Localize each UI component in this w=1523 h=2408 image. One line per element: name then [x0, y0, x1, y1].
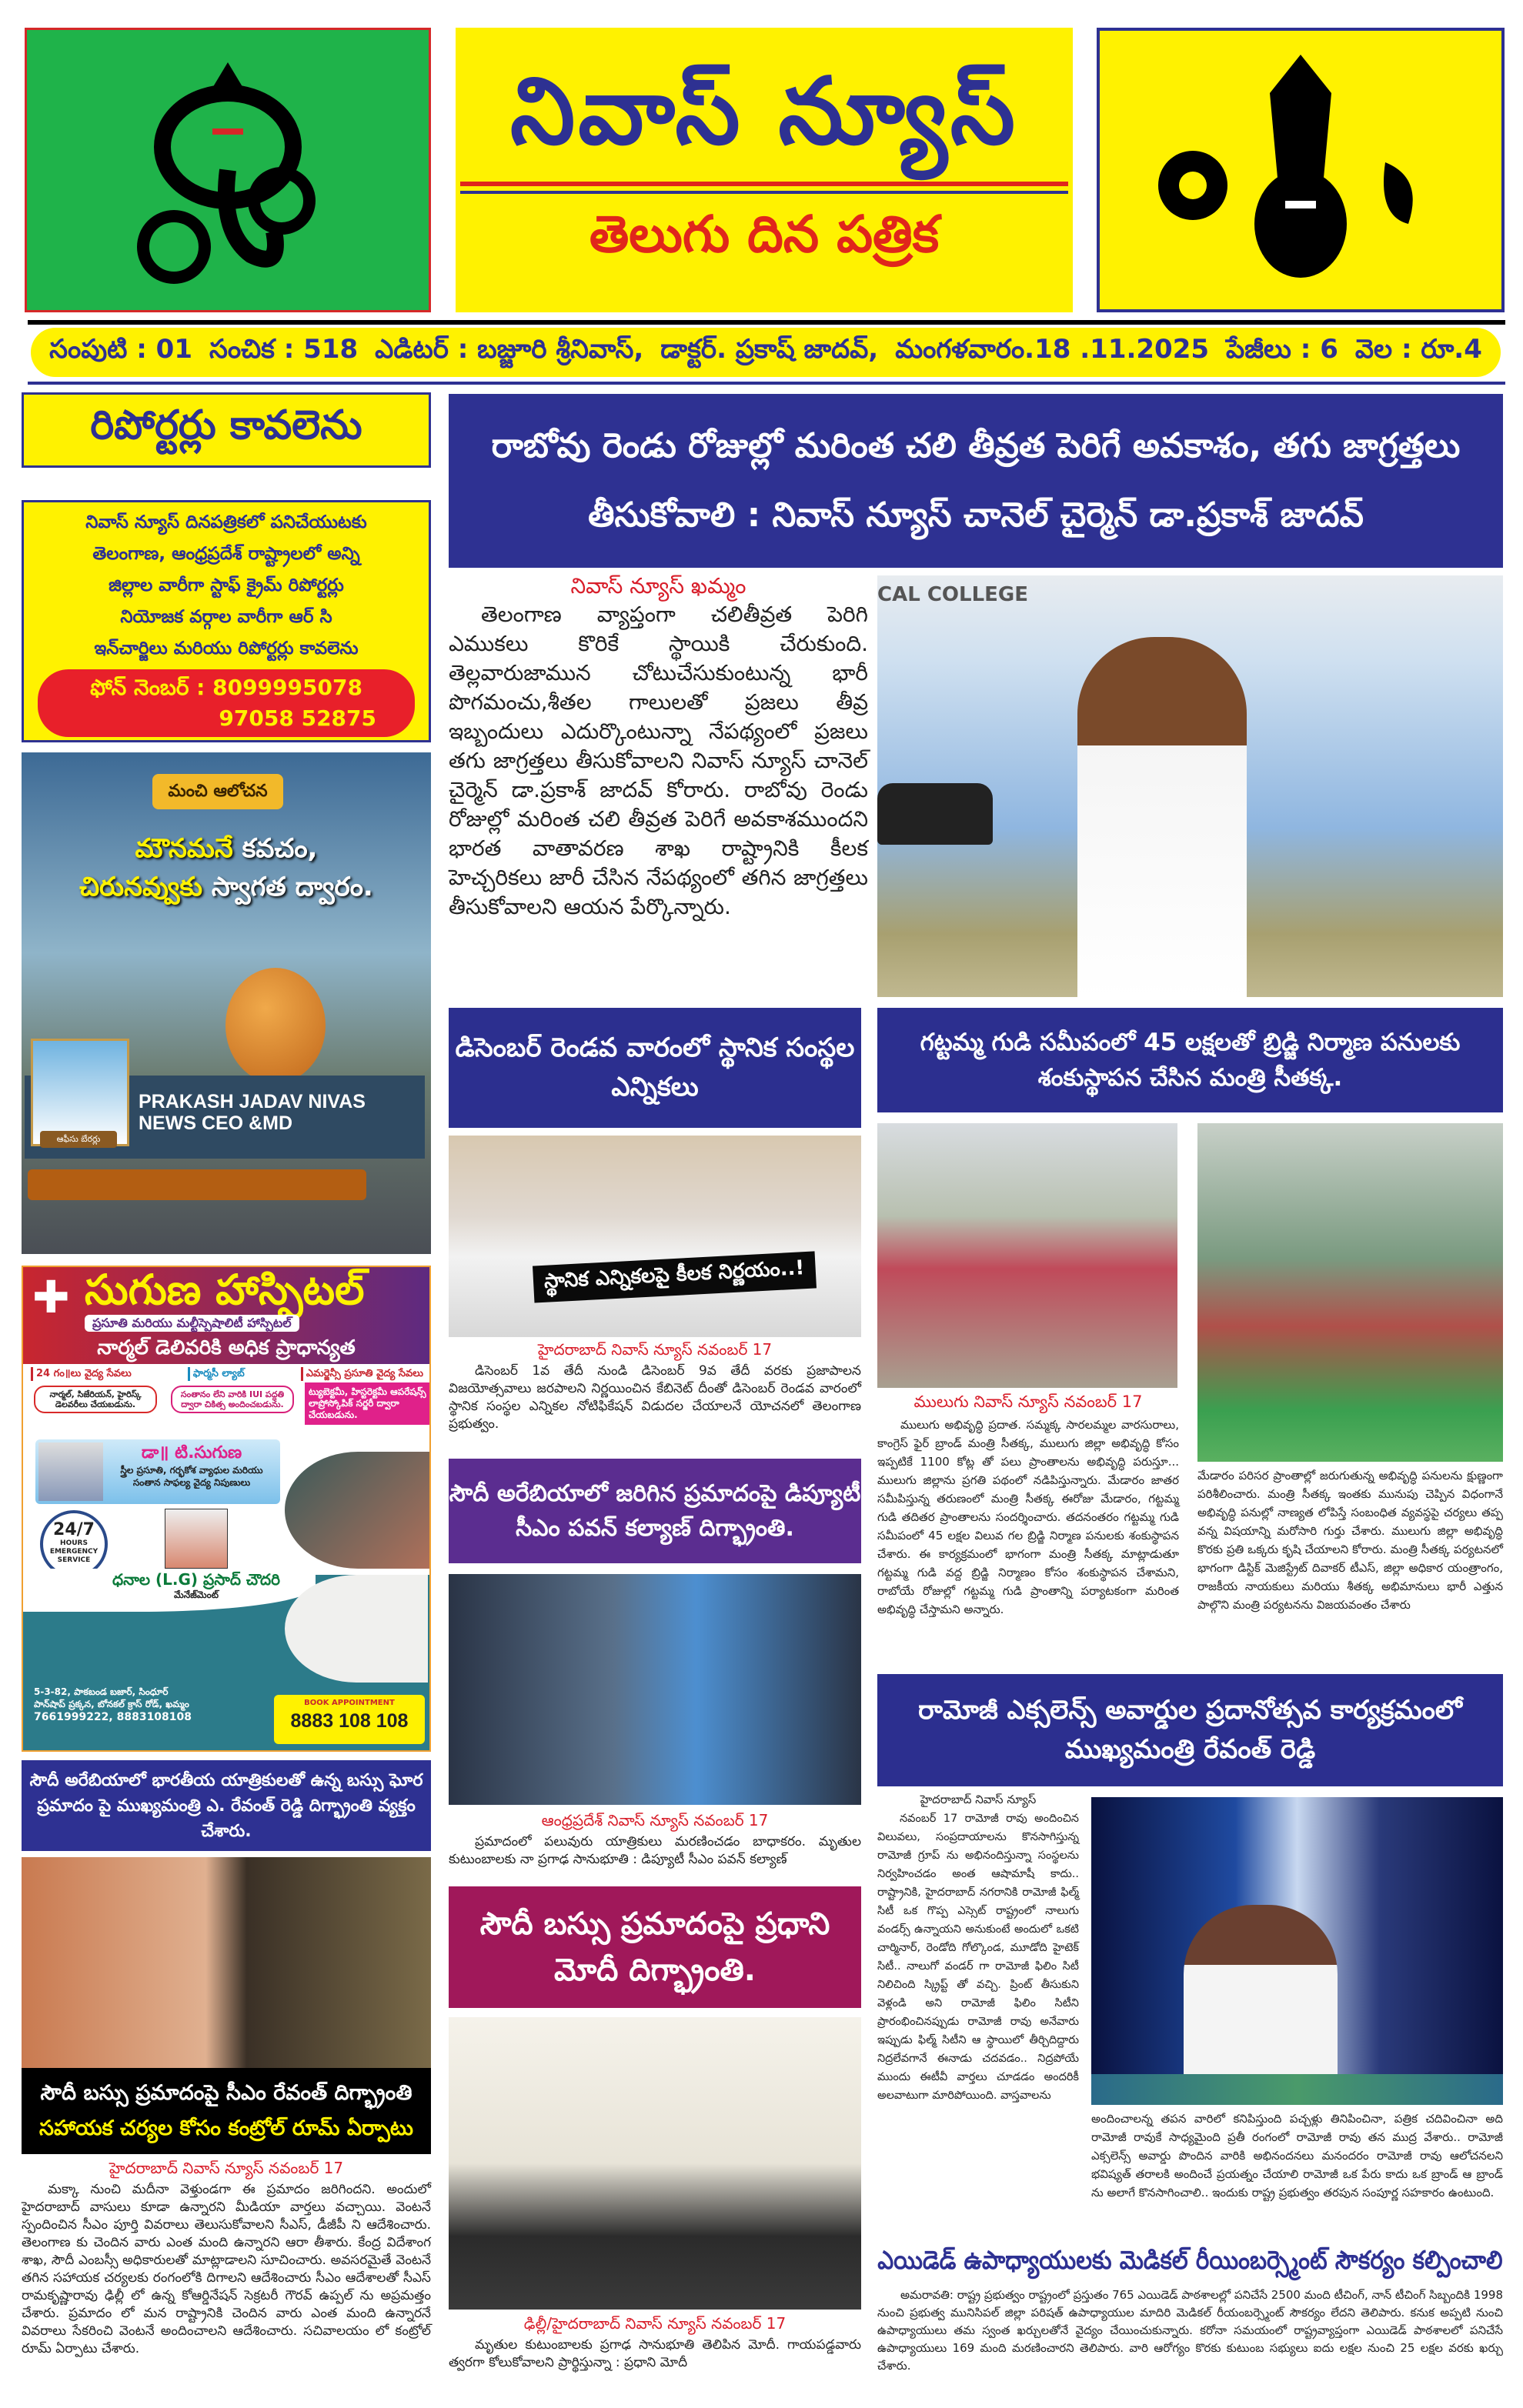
date: మంగళవారం.18 .11.2025 [895, 334, 1210, 365]
hospital-ad: ✚ సుగుణ హాస్పిటల్ ప్రసూతి మరియు మల్టీస్పెషాలిటీ హాస్పిటల్ నార్మల్ డెలివరికి అధిక ప్రాధాన్యత 24 గం॥లు వైద్య సేవలు ఫార్మసీ ల్యాబ్ ఎమర్జెన్సీ ప్రసూతి వైద్య సేవలు నార్మల్, సిజేరియన్, హైరిస్క్ డెలవరీలు చేయబడును. సంతానం లేని వారికి IUI పద్ధతి ద్వారా చికిత్స అందించబడును. ట్యుబెక్టమీ, హిస్టరెక్టమీ ఆపరేషన్స్ లాప్రోస్కోపిక్ సర్జరీ ద్వారా చేయబడును. డా॥ టి.సుగుణ స్త్రీల ప్రసూతి, గర్భకోశ వ్యాధుల మరియు సంతాన సాఫల్య వైద్య నిపుణులు 24/7 HOURS EMERGENCY SERVICE ధనాల (L.G) ప్రసాద్ చౌదరి మేనేజ్‌మెంట్ 5-3-82, పాకబండ బజార్, సింధూర్ పాన్‌షాప్ ప్రక్కన, బోనకల్ క్రాస్ రోడ్, ఖమ్మం 7661999222, 8883108108 BOOK APPOINTMENT 8883 108 108 [22, 1266, 431, 1752]
ramoji-article-right: అందించాలన్న తపన వారిలో కనిపిస్తుంది పచ్చళ్లు తినిపించినా, పత్రిక చదివించినా అది రామోజీ రావుకే సాధ్యమైంది ప్రతీ రంగంలో రామోజీ రావు తన ముద్ర వేశారు.. రామోజీ ఎక్సలెన్స్ అవార్డు పొందిన వారికి అభినందనలు మనందరం రామోజీ రావు ఆలోచనలని భవిష్యత్ తరాలకి అందించే ప్రయత్నం చేయాలి రామోజీ ఒక పేరు కాదు ఒక బ్రాండ్ ఆ బ్రాండ్ ను అలాగే కొనసాగించాలి.. ఇందుకు రాష్ట్ర ప్రభుత్వం తరపున సంపూర్ణ సహకారం ఉంటుంది. [1091, 2112, 1503, 2200]
elections-photo: స్థానిక ఎన్నికలపై కీలక నిర్ణయం..! [449, 1136, 861, 1337]
divider [28, 320, 1505, 325]
reporters-ad: నివాస్ న్యూస్ దినపత్రికలో పనిచేయుటకు తెలంగాణ, ఆంధ్రప్రదేశ్ రాష్ట్రాలలో అన్ని జిల్లాల వారీగా స్టాఫ్ క్రైమ్ రిపోర్టర్లు నియోజక వర్గాల వారీగా ఆర్ సి ఇన్‌చార్జిలు మరియు రిపోర్టర్లు కావలెను ఫోన్ నెంబర్ : 8099995078 97058 52875 [22, 500, 431, 742]
lead-photo: CAL COLLEGE [877, 575, 1503, 997]
ramoji-article-left: హైదరాబాద్ నివాస్ న్యూస్ నవంబర్ 17 రామోజీ రావు అందించిన విలువలు, సంప్రదాయాలను కొనసాగిస్తున్న రామోజీ గ్రూప్ ను అభినందిస్తున్నా సంస్థలను నిర్వహించడం అంత ఆషామాషీ కాదు.. రాష్ట్రానికి, హైదరాబాద్ నగరానికి రామోజీ ఫిల్మ్ సిటీ ఒక గొప్ప ఎస్సెట్ రాష్ట్రంలో నాలుగు వండర్స్ ఉన్నాయని అనుకుంటే అందులో ఒకటి చార్మినార్, రెండోది గోల్కొండ, మూడోది హైటెక్ సిటీ.. నాలుగో వండర్ గా రామోజీ ఫిలిం సిటీ నిలిచింది స్క్రిప్ట్ తో వచ్చి. ప్రింట్ తీసుకుని వెళ్లండి అని రామోజీ ఫిలిం సిటీని ప్రారంభించినప్పుడు రామోజీ రావు అనేవారు ఇప్పుడు ఫిల్మ్ సిటీని ఆ స్థాయిలో తీర్చిదిద్దారు నిద్రలేవగానే ఈనాడు చదవడం.. నిద్రపోయే ముందు ఈటీవీ వార్తలు చూడడం అందరికీ అలవాటుగా మారిపోయింది. వాస్తవాలను [877, 1793, 1079, 2102]
pawan-headline: సౌదీ అరేబియాలో జరిగిన ప్రమాదంపై డిప్యూటీ సీఎం పవన్ కల్యాణ్ దిగ్భ్రాంతి. [449, 1459, 861, 1563]
medical-cross-icon: ✚ [32, 1271, 70, 1323]
doctor: డాక్టర్. ప్రకాష్ జాదవ్, [660, 334, 879, 365]
modi-article: ఢిల్లీ/హైదరాబాద్ నివాస్ న్యూస్ నవంబర్ 17 మృతుల కుటుంబాలకు ప్రగాఢ సానుభూతి తెలిపిన మోదీ. గాయపడ్డవారు త్వరగా కోలుకోవాలని ప్రార్థిస్తున్నా : ప్రధాని మోదీ [449, 2314, 861, 2370]
aided-headline-box [877, 2237, 1503, 2283]
left-headline: సౌదీ అరేబియాలో భారతీయ యాత్రికులతో ఉన్న బస్సు ఘోర ప్రమాదం పై ముఖ్యమంత్రి ఎ. రేవంత్ రెడ్డి దిగ్భ్రాంతి వ్యక్తం చేశారు. [22, 1760, 431, 1851]
revanth-bus-photo: సౌదీ బస్సు ప్రమాదంపై సీఎం రేవంత్ దిగ్భ్రాంతి సహాయక చర్యల కోసం కంట్రోల్ రూమ్ ఏర్పాటు [22, 1857, 431, 2154]
smiley-egg-icon [225, 968, 326, 1083]
price: వెల : రూ.4 [1354, 334, 1482, 365]
ramoji-headline: రామోజీ ఎక్సలెన్స్ అవార్డుల ప్రదానోత్సవ కార్యక్రమంలో ముఖ్యమంత్రి రేవంత్ రెడ్డి [877, 1674, 1503, 1786]
volume: సంపుటి : 01 [49, 334, 192, 365]
newspaper-subtitle: తెలుగు దిన పత్రిక [589, 205, 940, 264]
ganesha-emblem-box [25, 28, 431, 312]
pawan-photo [449, 1574, 861, 1805]
aided-article: అమరావతి: రాష్ట్ర ప్రభుత్వం రాష్ట్రంలో ప్రస్తుతం 765 ఎయిడెడ్ పాఠశాలల్లో పనిచేసే 2500 మంది టీచింగ్, నాన్ టీచింగ్ సిబ్బందికి 1998 నుంచి ప్రభుత్వ మునిసిపల్ జిల్లా పరిషత్ ఉపాధ్యాయుల మాదిరి మెడికల్ రీయంబర్స్మెంట్ సౌకర్యం లేదని తెలిపారు. కనుక అప్పటి నుంచి ఉపాధ్యాయులు తమ స్వంత ఖర్చులతోనే వైద్యం చేయించుకున్నారు. కరోనా సమయంలో రాష్ట్రవ్యాప్తంగా ఎయిడెడ్ పాఠశాలలో పనిచేసే ఉపాధ్యాయులు 169 మంది మరణించారని తెలిపారు. వారి ఆరోగ్యం కొరకు కుటుంబ సభ్యులు ఐదు లక్షల నుంచి 25 లక్షల వరకు ఖర్చు చేశారు. [877, 2288, 1503, 2373]
lead-headline: రాబోవు రెండు రోజుల్లో మరింత చలి తీవ్రత పెరిగే అవకాశం, తగు జాగ్రత్తలు తీసుకోవాలి : నివాస్ న్యూస్ చానెల్ చైర్మెన్ డా.ప్రకాశ్ జాదవ్ [449, 394, 1503, 568]
seethakka-photo-1 [877, 1123, 1177, 1388]
ceo-photo [31, 1039, 129, 1146]
thought-ad: మంచి ఆలోచన మౌనమనే కవచం, చిరునవ్వుకు స్వాగత ద్వారం. ఆఫీసు బేరర్లు PRAKASH JADAV NIVAS NEWS CEO &MD [22, 752, 431, 1254]
divider [28, 382, 1505, 385]
issue-info-row [49, 334, 1482, 371]
surgery-photo [285, 1452, 431, 1569]
car [877, 783, 993, 845]
issue: సంచిక : 518 [209, 334, 359, 365]
left-article: హైదరాబాద్ నివాస్ న్యూస్ నవంబర్ 17 మక్కా నుంచి మదీనా వెళ్తుండగా ఈ ప్రమాదం జరిగిందని. అందులో హైదరాబాద్ వాసులు కూడా ఉన్నారని మీడియా వార్తలు వచ్చాయి. వెంటనే స్పందించిన సీఎం పూర్తి వివరాలు తెలుసుకోవాలని సీఎస్, డీజీపీ ని ఆదేశించారు. తెలంగాణ కు చెందిన వారు ఎంత మంది ఉన్నారని ఆరా తీశారు. కేంద్ర విదేశాంగ శాఖ, సౌదీ ఎంబస్సీ అధికారులతో మాట్లాడాలని సూచించారు. అవసరమైతే వెంటనే తగిన సహాయక చర్యలకు రంగంలోకి దిగాలని ఆదేశించారు సీఎం ఆదేశాలతో సీఎస్ రామకృష్ణారావు ఢిల్లీ లో ఉన్న కోఆర్డినేషన్ సెక్రటరీ గౌరవ్ ఉప్పల్ ను అప్రమత్తం చేశారు. ప్రమాదం లో మన రాష్ట్రానికి చెందిన వారు ఎంత మంది ఉన్నారనే వివరాలు సేకరించి వెంటనే అందించాలని ఆదేశించారు. సచివాలయం లో కంట్రోల్ రూమ్ ఏర్పాటు చేశారు. [22, 2159, 431, 2356]
uterus-photo [285, 1575, 428, 1683]
editor: ఎడిటర్ : బజ్జూరి శ్రీనివాస్, [375, 334, 644, 365]
elections-article: హైదరాబాద్ నివాస్ న్యూస్ నవంబర్ 17 డిసెంబర్ 1వ తేదీ నుండి డిసెంబర్ 9వ తేదీ వరకు ప్రజాపాలన విజయోత్సవాలు జరపాలని నిర్ణయించిన కేబినెట్ దీంతో డిసెంబర్ రెండవ వారంలో స్థానిక సంస్థల ఎన్నికల నోటిఫికేషన్ విడుదల చేయాలనే యోచనలో తెలంగాణ ప్రభుత్వం. [449, 1340, 861, 1432]
venkateswara-icon [1154, 47, 1447, 293]
book-appointment: BOOK APPOINTMENT 8883 108 108 [274, 1695, 425, 1744]
masthead-logo [456, 28, 1073, 312]
venkateswara-emblem-box [1097, 28, 1505, 312]
modi-headline: సౌదీ బస్సు ప్రమాదంపై ప్రధాని మోదీ దిగ్భ్రాంతి. [449, 1886, 861, 2008]
lead-article: నివాస్ న్యూస్ ఖమ్మం తెలంగాణ వ్యాప్తంగా చలితీవ్రత పెరిగి ఎముకలు కొరికే స్థాయికి చేరుకుంది. తెల్లవారుజామున చోటుచేసుకుంటున్న భారీ పొగమంచు,శీతల గాలులతో ప్రజలు తీవ్ర ఇబ్బందులు ఎదుర్కొంటున్నా నేపథ్యంలో ప్రజలు తగు జాగ్రత్తలు తీసుకోవాలని నివాస్ న్యూస్ చానెల్ చైర్మెన్ డా.ప్రకాశ్ జాదవ్ కోరారు. రాబోవు రెండు రోజుల్లో మరింత చలి తీవ్రత పెరిగే అవకాశముందని భారత వాతావరణ శాఖ రాష్ట్రానికి కీలక హెచ్చరికలు జారీ చేసిన నేపథ్యంలో తగిన జాగ్రత్తలు తీసుకోవాలని ఆయన పేర్కొన్నారు. [449, 573, 868, 919]
thought-badge: మంచి ఆలోచన [152, 774, 283, 809]
modi-photo [449, 2017, 861, 2310]
seethakka-photo-2 [1197, 1123, 1503, 1462]
seethakka-headline: గట్టమ్మ గుడి సమీపంలో 45 లక్షలతో బ్రిడ్జి నిర్మాణ పనులకు శంకుస్థాపన చేసిన మంత్రి సీతక్క. [877, 1008, 1503, 1112]
newspaper-title: నివాస్ న్యూస్ [510, 58, 1018, 165]
person-figure [1077, 637, 1247, 997]
doctor-card: డా॥ టి.సుగుణ స్త్రీల ప్రసూతి, గర్భకోశ వ్యాధుల మరియు సంతాన సాఫల్య వైద్య నిపుణులు [35, 1439, 280, 1504]
issue-info-strip [31, 328, 1501, 377]
doctor-photo [38, 1442, 103, 1501]
ramoji-photo [1091, 1797, 1503, 2105]
pages: పేజీలు : 6 [1226, 334, 1338, 365]
aided-headline: ఎయిడెడ్ ఉపాధ్యాయులకు మెడికల్ రీయింబర్స్మెంట్ సౌకర్యం కల్పించాలి [877, 2245, 1503, 2275]
phone-pill: ఫోన్ నెంబర్ : 8099995078 97058 52875 [38, 669, 415, 737]
pawan-article: ఆంధ్రప్రదేశ్ నివాస్ న్యూస్ నవంబర్ 17 ప్రమాదంలో పలువురు యాత్రికులు మరణించడం బాధాకరం. మృతుల కుటుంబాలకు నా ప్రగాఢ సానుభూతి : డిప్యూటీ సీఎం పవన్ కల్యాణ్ [449, 1811, 861, 1867]
manager-photo [165, 1509, 228, 1569]
emergency-badge: 24/7 HOURS EMERGENCY SERVICE [40, 1510, 108, 1578]
seethakka-article-left: ములుగు నివాస్ న్యూస్ నవంబర్ 17 ములుగు అభివృద్ధి ప్రదాత. సమ్మక్క సారలమ్మల వారసురాలు, కాంగ్రెస్ ఫైర్ బ్రాండ్ మంత్రి సీతక్క, ములుగు జిల్లా అభివృద్ధి కోసం ఇప్పటికే 1100 కోట్ల తో పలు ప్రాంతాలను అభివృద్ధి పరుస్తూ... ములుగు జిల్లాను ప్రగతి పథంలో నడిపిస్తున్నారు. మేడారం జాతర సమీపిస్తున్న తరుణంలో మంత్రి సీతక్క ఈరోజు మేడారం, గట్టమ్మ గుడి తదితర ప్రాంతాలను సందర్శించారు. తదనంతరం గట్టమ్మ గుడి సమీపంలో 45 లక్షల విలువ గల బ్రిడ్జి నిర్మాణ పనులకు శంకుస్థాపన చేశారు. ఈ కార్యక్రమంలో భాగంగా మంత్రి సీతక్క మాట్లాడుతూ గట్టమ్మ గుడి వద్ద బ్రిడ్జి నిర్మాణం కోసం శంకుస్థాపన చేశామని, రాబోయే రోజుల్లో గట్టమ్మ గుడి ప్రాంతాన్ని పర్యాటకంగా మరింత అభివృద్ధి చేస్తామని అన్నారు. [877, 1392, 1179, 1616]
reporters-ad-title: రిపోర్టర్లు కావలెను [22, 392, 431, 468]
seethakka-article-right: మేడారం పరిసర ప్రాంతాల్లో జరుగుతున్న అభివృద్ధి పనులను క్షుణ్ణంగా పరిశీలించారు. మంత్రి సీతక్క ఇంతకు మునుపు చెప్పిన విధంగానే అభివృద్ధి పనుల్లో నాణ్యత లోపిస్తే సంబంధిత వ్యవస్థపై చర్యలు తప్ప వన్న విషయాన్ని మరోసారి గుర్తు చేశారు. ములుగు జిల్లా అభివృద్ధి కొరకు ప్రతి ఒక్కరు కృషి చేయాలని కోరారు. మంత్రి సీతక్క పర్యటనలో భాగంగా డిస్టిక్ మెజిస్ట్రేట్ దివాకర్ టీఎస్, జిల్లా అధికార యంత్రాంగం, రాజకీయ నాయకులు మరియు శీతక్క అభిమానులు భారీ ఎత్తున పాల్గొని మంత్రి పర్యటనను విజయవంతం చేశారు [1197, 1469, 1503, 1612]
elections-headline: డిసెంబర్ రెండవ వారంలో స్థానిక సంస్థల ఎన్నికలు [449, 1008, 861, 1128]
ganesha-icon [128, 47, 328, 293]
